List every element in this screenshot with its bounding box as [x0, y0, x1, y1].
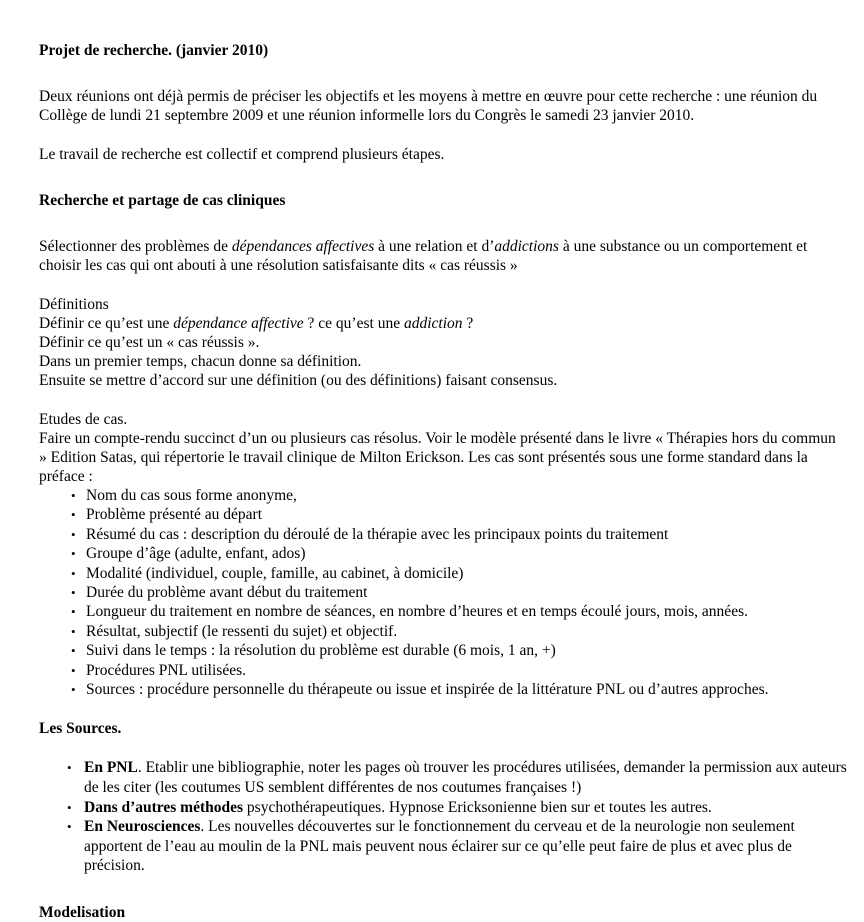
spacer — [39, 275, 847, 295]
definitions-line-2-emphasis-1: dépendance affective — [173, 315, 304, 332]
definitions-line-4: Dans un premier temps, chacun donne sa définition. — [39, 353, 362, 370]
source-lead-label: En PNL — [84, 759, 138, 777]
definitions-block — [39, 295, 847, 390]
section-heading-modelisation: Modelisation — [39, 904, 126, 922]
etudes-block — [39, 410, 847, 486]
section-heading-sources: Les Sources. — [39, 720, 122, 738]
page-title: Projet de recherche. (janvier 2010) — [39, 42, 269, 59]
spacer — [39, 164, 847, 191]
definitions-line-2-text-2: ? ce qu’est une — [303, 315, 404, 332]
recherche-intro-text-1: Sélectionner des problèmes de — [39, 238, 232, 255]
definitions-line-2 — [39, 314, 847, 333]
spacer — [39, 210, 847, 237]
intro-paragraph-2: Le travail de recherche est collectif et comprend plusieurs étapes. — [39, 146, 445, 163]
list-item — [39, 758, 847, 797]
list-item: • Résultat, subjectif (le ressenti du sujet) et objectif. — [39, 622, 847, 641]
list-item: • Nom du cas sous forme anonyme, — [39, 486, 847, 505]
recherche-intro-emphasis-1: dépendances affectives — [231, 238, 375, 255]
document-body — [39, 41, 847, 922]
spacer — [39, 390, 847, 410]
list-item: • Longueur du traitement en nombre de séances, en nombre d’heures et en temps écoulé jours, mois, années. — [39, 602, 847, 621]
list-item: • Durée du problème avant début du traitement — [39, 583, 847, 602]
intro-paragraph-1: Deux réunions ont déjà permis de préciser les objectifs et les moyens à mettre en œuvre pour cette recherche : une réunion du Collège de lundi 21 septembre 2009 et une réunion informelle lors du Congrès le samedi 23 janvier 2010. — [39, 88, 818, 124]
recherche-intro-text-2: à une relation et d’ — [374, 238, 495, 255]
definitions-line-3: Définir ce qu’est un « cas réussis ». — [39, 334, 260, 351]
source-lead-label: Dans d’autres méthodes — [84, 798, 244, 816]
recherche-intro-paragraph — [39, 237, 847, 275]
source-lead-label: En Neurosciences — [84, 818, 201, 836]
spacer — [39, 60, 847, 87]
definitions-line-5: Ensuite se mettre d’accord sur une définition (ou des définitions) faisant consensus. — [39, 372, 558, 389]
list-item: • Procédures PNL utilisées. — [39, 661, 847, 680]
section-heading-recherche: Recherche et partage de cas cliniques — [39, 192, 286, 209]
source-text: psychothérapeutiques. Hypnose Ericksonienne bien sur et toutes les autres. — [243, 798, 712, 816]
list-item: • Problème présenté au départ — [39, 505, 847, 524]
list-item — [39, 817, 847, 876]
source-text: . Les nouvelles découvertes sur le fonctionnement du cerveau et de la neurologie non seulement apportent de l’eau au moulin de la PNL mais peuvent nous éclairer sur ce qu’elle peut faire de plus et avec plus de précision. — [84, 818, 795, 875]
source-text: . Etablir une bibliographie, noter les pages où trouver les procédures utilisées, demander la permission aux auteurs de les citer (les coutumes US semblent différentes de nos coutumes françaises !) — [84, 759, 847, 797]
list-item: • Sources : procédure personnelle du thérapeute ou issue et inspirée de la littérature PNL ou d’autres approches. — [39, 680, 847, 699]
etudes-paragraph: Faire un compte-rendu succinct d’un ou plusieurs cas résolus. Voir le modèle présenté dans le livre « Thérapies hors du commun » Edition Satas, qui répertorie le travail clinique de Milton Erickson. Les cas sont présentés sous une forme standard dans la préface : — [39, 430, 836, 485]
list-item — [39, 798, 847, 818]
spacer — [39, 125, 847, 145]
definitions-line-2-text-3: ? — [462, 315, 474, 332]
definitions-line-2-emphasis-2: addiction — [403, 315, 463, 332]
list-item: • Modalité (individuel, couple, famille, au cabinet, à domicile) — [39, 564, 847, 583]
spacer — [39, 699, 847, 719]
list-item: • Résumé du cas : description du déroulé de la thérapie avec les principaux points du traitement — [39, 525, 847, 544]
list-item: • Suivi dans le temps : la résolution du problème est durable (6 mois, 1 an, +) — [39, 641, 847, 660]
list-item: • Groupe d’âge (adulte, enfant, ados) — [39, 544, 847, 563]
sources-list — [39, 758, 847, 876]
recherche-intro-text-3: à une substance ou un comportement et choisir les cas qui ont abouti à une résolution satisfaisante dits « cas réussis » — [39, 238, 808, 274]
spacer — [39, 876, 847, 903]
definitions-line-2-text-1: Définir ce qu’est une — [39, 315, 174, 332]
definitions-label: Définitions — [39, 296, 109, 313]
etudes-label: Etudes de cas. — [39, 411, 128, 428]
spacer — [39, 738, 847, 758]
recherche-intro-emphasis-2: addictions — [494, 238, 559, 255]
case-attributes-list — [39, 486, 847, 699]
